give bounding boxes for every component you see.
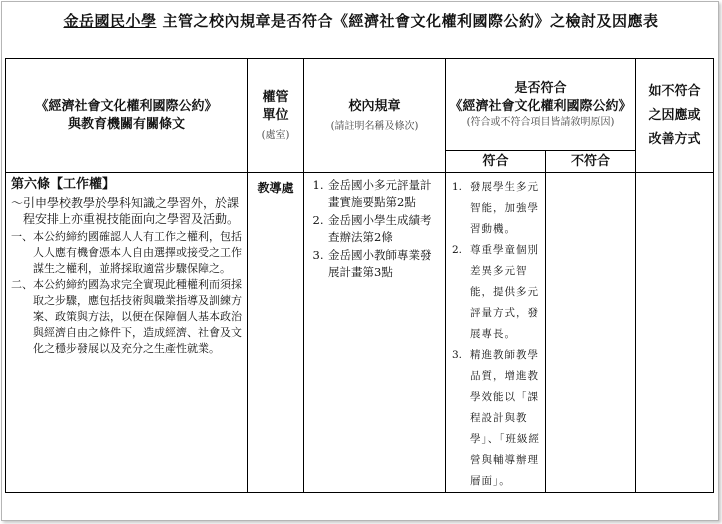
regulation-number: 3. [312,248,324,262]
header-unit [248,59,304,173]
header-covenant-line2: 與教育機關有關條文 [67,116,185,132]
regulation-cell [304,173,446,493]
article-item-number: 二、 [11,278,33,291]
regulation-item [308,212,441,246]
article-item [11,229,242,277]
covenant-article-cell [6,173,248,493]
article-item-number: 一、 [11,230,33,243]
compliant-number: 3. [452,349,463,361]
regulation-item [308,177,441,211]
title-text: 主管之校內規章是否符合《經濟社會文化權利國際公約》之檢討及因應表 [162,12,659,30]
header-compliance-note: (符合或不符合項目皆請敘明原因) [466,116,615,128]
header-response-label: 如不符合之因應或改善方式 [648,83,701,147]
regulation-text: 金岳國小多元評量計畫實施要點第2點 [328,178,432,209]
non-compliant-cell [546,173,636,493]
regulation-number: 1. [312,178,324,192]
article-title: 第六條【工作權】 [11,177,116,192]
page-title [0,10,722,31]
article-item-text: 本公約締約國為求完全實現此種權利而須採取之步驟，應包括技術與職業指導及訓練方案、政策與方法，以便在保障個人基本政治與經濟自由之條件下，造成經濟、社會及文化之穩步發展以及充分之生產性就業。 [33,278,242,355]
header-regulation [304,59,446,173]
compliant-item [452,345,542,492]
regulation-item [308,247,441,281]
header-response [636,59,714,173]
compliant-text: 精進教師教學品質，增進教學效能以「課程設計與教學」、「班級經營與輔導辦理層面」。 [470,349,540,487]
header-unit-note: (處室) [261,129,290,141]
header-compliance [446,59,636,151]
header-compliance-line1: 是否符合 [514,80,567,96]
header-compliant: 符合 [446,151,546,173]
regulation-text: 金岳國小教師專業發展計畫第3點 [328,248,432,279]
article-item-text: 本公約締約國確認人人有工作之權利，包括人人應有機會憑本人自由選擇或接受之工作謀生之權利，並將採取適當步驟保障之。 [33,230,242,275]
review-table [5,58,714,493]
compliant-number: 2. [452,244,463,256]
compliant-item [452,240,542,345]
compliant-item [452,177,542,240]
school-name: 金岳國民小學 [63,12,157,30]
compliant-text: 發展學生多元智能，加強學習動機。 [470,181,539,235]
header-covenant-line1: 《經濟社會文化權利國際公約》 [35,98,218,114]
compliant-text: 尊重學童個別差異多元智能，提供多元評量方式，發展專長。 [470,244,539,340]
header-unit-label: 權管單位 [262,89,289,123]
header-non-compliant: 不符合 [546,151,636,173]
unit-cell: 教導處 [248,173,304,493]
compliant-cell [446,173,546,493]
regulation-text: 金岳國小學生成績考查辦法第2條 [328,213,432,244]
header-covenant [6,59,248,173]
regulation-number: 2. [312,213,324,227]
article-item [11,277,242,357]
compliant-number: 1. [452,181,463,193]
header-regulation-label: 校內規章 [348,98,401,114]
article-intro: ～引申學校教學於學科知識之學習外，於課程安排上亦重視技能面向之學習及活動。 [11,196,240,226]
header-compliance-line2: 《經濟社會文化權利國際公約》 [449,98,632,114]
response-cell [636,173,714,493]
header-regulation-note: (請註明名稱及條次) [330,120,419,132]
